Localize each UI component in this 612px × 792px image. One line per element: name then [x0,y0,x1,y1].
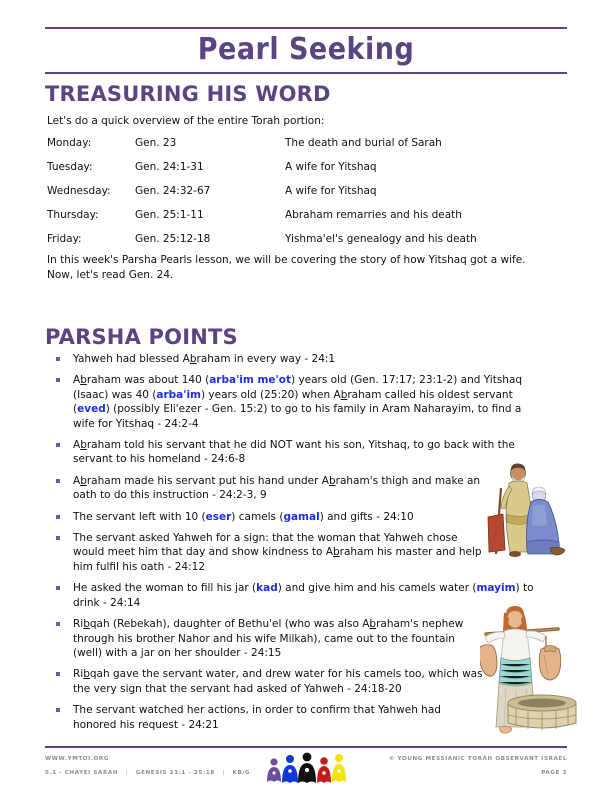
footer-page-number: PAGE 3 [541,770,567,776]
parsha-points-list [56,352,546,739]
section-heading-parsha-points: PARSHA POINTS [45,325,238,349]
list-item: Abraham made his servant put his hand under Abraham's thigh and make an oath to do this instruction - 24:2-3, 9 [56,474,483,503]
table-row [47,208,547,232]
table-row [47,136,547,160]
list-item: The servant watched her actions, in order to confirm that Yahweh had honored his request - 24:21 [56,703,483,732]
masthead-rule-bottom [45,72,567,74]
logo-figure-yellow [332,754,346,782]
schedule-description: Abraham remarries and his death [285,209,462,221]
schedule-day: Wednesday: [47,185,111,197]
masthead [45,27,567,74]
schedule-reference: Gen. 24:1-31 [135,161,204,173]
footer-divider [45,746,567,748]
hebrew-term: mayim [476,582,516,595]
table-row [47,184,547,208]
schedule-reference: Gen. 23 [135,137,177,149]
schedule-day: Monday: [47,137,92,149]
footer-right-block [389,754,567,779]
footer-separator: | [125,770,129,776]
torah-portion-schedule [47,136,547,256]
schedule-description: The death and burial of Sarah [285,137,442,149]
page-title: Pearl Seeking [197,32,415,67]
hebrew-term: eser [205,510,232,523]
list-item: Abraham told his servant that he did NOT want his son, Yitshaq, to go back with the servant to his homeland - 24:6-8 [56,438,546,467]
hebrew-term: arba'im me'ot [209,374,292,387]
logo-figure-black [298,753,316,783]
schedule-reference: Gen. 24:32-67 [135,185,211,197]
footer-website[interactable]: WWW.YMTOI.ORG [45,756,110,762]
logo-figure-blue [282,755,298,783]
schedule-day: Thursday: [47,209,99,221]
overview-intro-text: Let's do a quick overview of the entire Torah portion: [47,115,325,127]
footer-left-block [45,754,250,779]
footer-lesson-code: 5.1 - CHAYEI SARAH [45,770,119,776]
hebrew-term: arba'im [156,388,201,401]
list-item: Yahweh had blessed Abraham in every way - 24:1 [56,352,546,366]
list-item: Ribqah gave the servant water, and drew water for his camels too, which was the very sign that the servant had asked of Yahweh - 24:18-20 [56,667,483,696]
hebrew-term: gamal [283,510,320,523]
lesson-overview-paragraph: In this week's Parsha Pearls lesson, we will be covering the story of how Yitshaq got a wife. Now, let's read Gen. 24. [47,254,526,281]
schedule-body [47,136,547,256]
ribqah-at-the-well-illustration [480,603,580,743]
footer-separator: | [222,770,226,776]
table-row [47,160,547,184]
ymtoi-logo-icon [263,752,349,784]
footer-scripture-range: GENESIS 23:1 - 25:18 [135,770,215,776]
logo-figure-purple [267,758,281,782]
schedule-description: A wife for Yitshaq [285,161,377,173]
schedule-description: A wife for Yitshaq [285,185,377,197]
logo-figure-red [317,757,331,783]
hebrew-term: eved [77,403,106,416]
schedule-day: Friday: [47,233,82,245]
hebrew-term: kad [256,582,278,595]
footer-copyright: © YOUNG MESSIANIC TORAH OBSERVANT ISRAEL [388,756,567,762]
schedule-reference: Gen. 25:12-18 [135,233,211,245]
footer-initials: KB/G [232,770,251,776]
abraham-and-servant-illustration [487,462,569,562]
section-heading-treasuring: TREASURING HIS WORD [45,82,331,106]
schedule-description: Yishma'el's genealogy and his death [285,233,477,245]
page-footer [45,752,567,788]
schedule-day: Tuesday: [47,161,93,173]
list-item: Abraham was about 140 (arba'im me'ot) years old (Gen. 17:17; 23:1-2) and Yitshaq (Isaac) was 40 (arba'im) years old (25:20) when Abraham called his oldest servant (eved) (possibly Eli'ezer - Gen. 15:2) to go to his family in Aram Naharayim, to find a wife for Yitshaq - 24:2-4 [56,373,546,431]
footer-meta-row [45,768,250,779]
schedule-reference: Gen. 25:1-11 [135,209,204,221]
list-item: He asked the woman to fill his jar (kad) and give him and his camels water (mayim) to drink - 24:14 [56,581,546,610]
list-item: The servant left with 10 (eser) camels (gamal) and gifts - 24:10 [56,510,483,524]
list-item: Ribqah (Rebekah), daughter of Bethu'el (who was also Abraham's nephew through his brother Nahor and his wife Milkah), came out to the fountain (well) with a jar on her shoulder - 24:15 [56,617,483,660]
list-item: The servant asked Yahweh for a sign: that the woman that Yahweh chose would meet him that day and show kindness to Abraham his master and help him fulfil his oath - 24:12 [56,531,483,574]
